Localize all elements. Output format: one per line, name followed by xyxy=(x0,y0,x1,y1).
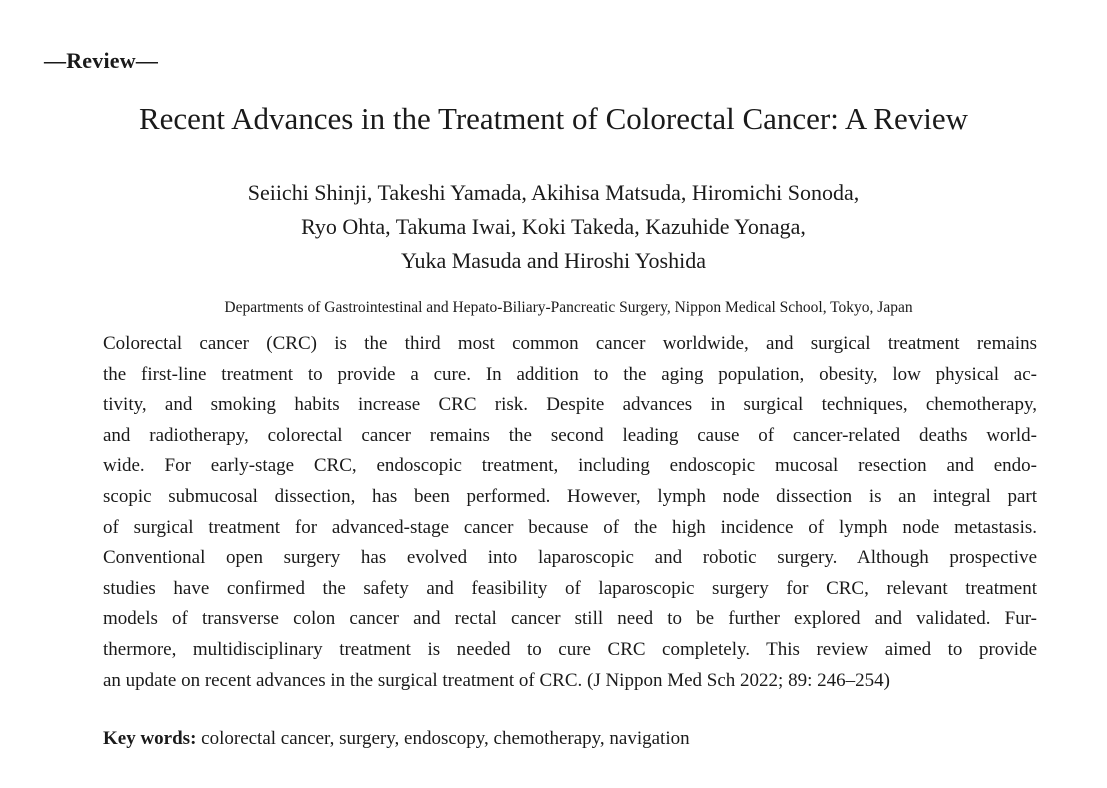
abstract-line: an update on recent advances in the surgical treatment of CRC. (J Nippon Med Sch 2022; 89: 246–254) xyxy=(103,669,890,691)
author-list xyxy=(0,176,1107,278)
abstract-line: thermore, multidisciplinary treatment is needed to cure CRC completely. This review aimed to provide xyxy=(103,638,1037,660)
abstract-line: and radiotherapy, colorectal cancer remains the second leading cause of cancer-related deaths world- xyxy=(103,424,1037,446)
article-title: Recent Advances in the Treatment of Colorectal Cancer: A Review xyxy=(138,101,969,136)
abstract-line: Conventional open surgery has evolved into laparoscopic and robotic surgery. Although prospective xyxy=(103,547,1037,569)
author-line: Yuka Masuda and Hiroshi Yoshida xyxy=(401,248,706,273)
abstract xyxy=(103,329,1037,696)
section-label: —Review— xyxy=(44,48,159,73)
keywords xyxy=(103,728,690,750)
abstract-line: tivity, and smoking habits increase CRC risk. Despite advances in surgical techniques, chemotherapy, xyxy=(103,394,1037,416)
keywords-label: Key words: xyxy=(103,728,197,749)
abstract-line: the first-line treatment to provide a cure. In addition to the aging population, obesity, low physical ac- xyxy=(103,363,1037,385)
abstract-line: scopic submucosal dissection, has been performed. However, lymph node dissection is an integral part xyxy=(103,485,1037,507)
abstract-line: of surgical treatment for advanced-stage cancer because of the high incidence of lymph node metastasis. xyxy=(103,516,1037,538)
author-line: Seiichi Shinji, Takeshi Yamada, Akihisa Matsuda, Hiromichi Sonoda, xyxy=(247,180,860,205)
abstract-line: models of transverse colon cancer and rectal cancer still need to be further explored and validated. Fur- xyxy=(103,608,1037,630)
author-line: Ryo Ohta, Takuma Iwai, Koki Takeda, Kazuhide Yonaga, xyxy=(301,214,806,239)
affiliation: Departments of Gastrointestinal and Hepato-Biliary-Pancreatic Surgery, Nippon Medical School, Tokyo, Japan xyxy=(224,299,913,316)
keywords-list: colorectal cancer, surgery, endoscopy, chemotherapy, navigation xyxy=(196,728,690,749)
abstract-line: studies have confirmed the safety and feasibility of laparoscopic surgery for CRC, relevant treatment xyxy=(103,577,1037,599)
abstract-line: Colorectal cancer (CRC) is the third most common cancer worldwide, and surgical treatment remains xyxy=(103,333,1037,354)
abstract-line: wide. For early-stage CRC, endoscopic treatment, including endoscopic mucosal resection and endo- xyxy=(103,455,1037,477)
